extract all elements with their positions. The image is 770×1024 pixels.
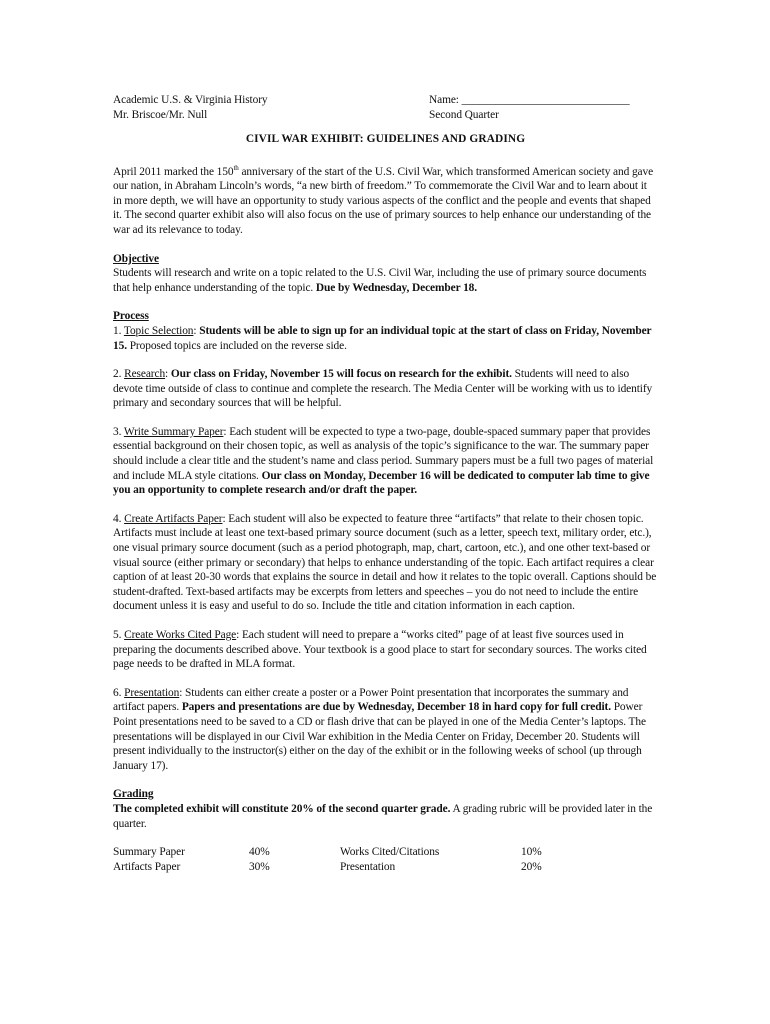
item-text: : Each student will be expected to type a two-page, double-spaced summary paper that provides essential background on their chosen topic, as well as analysis of the topic’s significance to the war. The summary paper should include a clear title and the student’s name and class period. Summary papers must be a full two pages of material and include MLA style citations. bbox=[113, 425, 654, 482]
objective-due-date: Due by Wednesday, December 18. bbox=[315, 281, 478, 294]
item-colon: : bbox=[193, 324, 200, 337]
teacher-names: Mr. Briscoe/Mr. Null bbox=[113, 108, 208, 121]
grade-item-percent: 30% bbox=[249, 860, 270, 873]
intro-paragraph bbox=[113, 161, 658, 238]
document-body bbox=[113, 93, 658, 874]
grade-item-percent: 10% bbox=[521, 846, 542, 859]
header-left bbox=[113, 93, 429, 122]
header-right bbox=[429, 93, 658, 122]
item-bold-text: Our class on Monday, December 16 will be dedicated to computer lab time to give you an opportunity to complete research and/or draft the paper. bbox=[113, 469, 650, 497]
objective-section bbox=[113, 252, 658, 296]
item-number: 2. bbox=[113, 368, 125, 381]
process-item-6 bbox=[113, 686, 658, 774]
item-number: 3. bbox=[113, 425, 124, 438]
item-number: 5. bbox=[113, 629, 125, 642]
process-section bbox=[113, 309, 658, 353]
item-text: : Each student will need to prepare a “works cited” page of at least five sources used in preparing the documents described above. Your textbook is a good place to start for secondary sources. The works cited page needs to be drafted in MLA format. bbox=[113, 629, 647, 671]
intro-text-start: April 2011 marked the 150 bbox=[113, 165, 234, 178]
quarter-label: Second Quarter bbox=[429, 108, 499, 121]
item-label: Topic Selection bbox=[123, 324, 194, 337]
process-item-2 bbox=[113, 367, 658, 411]
item-number: 6. bbox=[113, 686, 125, 699]
process-item-4 bbox=[113, 512, 658, 614]
process-item-5 bbox=[113, 628, 658, 672]
objective-heading: Objective bbox=[113, 252, 159, 265]
item-label: Research bbox=[124, 368, 166, 381]
item-bold-text: Papers and presentations are due by Wednesday, December 18 in hard copy for full credit. bbox=[181, 701, 611, 714]
item-text: Proposed topics are included on the reverse side. bbox=[126, 339, 347, 352]
process-item-3 bbox=[113, 425, 658, 498]
course-name: Academic U.S. & Virginia History bbox=[113, 94, 268, 106]
item-label: Create Artifacts Paper bbox=[124, 512, 223, 525]
item-text-continued: Power Point presentations need to be saved to a CD or flash drive that can be played in one of the Media Center’s laptops. The presentations will be displayed in our Civil War exhibition in the Media Center on Friday, December 20. Students will present individually to the instructor(s) either on the day of the exhibit or in the following weeks of school (up through January 17). bbox=[113, 701, 646, 772]
item-colon: : bbox=[165, 368, 171, 381]
item-label: Write Summary Paper bbox=[123, 425, 224, 438]
process-item-1 bbox=[113, 324, 658, 353]
header bbox=[113, 93, 658, 122]
document-title: CIVIL WAR EXHIBIT: GUIDELINES AND GRADING bbox=[245, 133, 526, 146]
item-number: 1. bbox=[113, 324, 124, 337]
item-text: : Students can either create a poster or a Power Point presentation that incorporates the summary and artifact papers. bbox=[113, 686, 629, 714]
objective-description: Students will research and write on a topic related to the U.S. Civil War, including the use of primary source documents that help enhance understanding of the topic. bbox=[113, 267, 647, 294]
ordinal-suffix: th bbox=[233, 163, 239, 172]
grade-item-percent: 20% bbox=[521, 860, 542, 873]
item-text: Students will need to also devote time outside of class to continue and complete the research. The Media Center will be working with us to identify primary and secondary sources that will be helpful. bbox=[113, 368, 653, 410]
process-heading: Process bbox=[113, 310, 149, 323]
grade-item-percent: 40% bbox=[249, 846, 270, 859]
name-line: Name: ______________________________ bbox=[429, 94, 630, 106]
grade-item-name: Summary Paper bbox=[113, 846, 185, 859]
grade-item-name: Presentation bbox=[340, 860, 396, 873]
item-label: Create Works Cited Page bbox=[124, 629, 237, 642]
grading-heading: Grading bbox=[113, 788, 154, 801]
item-number: 4. bbox=[113, 512, 125, 525]
objective-text bbox=[113, 266, 658, 295]
item-text: : Each student will also be expected to feature three “artifacts” that relate to their chosen topic. Artifacts must include at least one text-based primary source document (such as a letter, speech text, military order, etc.), one visual primary source document (such as a period photograph, map, chart, cartoon, etc.), and one other text-based or visual source (either primary or secondary) that helps to enhance understanding of the topic. Each artifact requires a clear caption of at least 20-30 words that explains the source in detail and how it relates to the topic overall. Captions should be student-drafted. Text-based artifacts may be excerpts from letters and speeches – you do not need to include the entire document unless it is easy and useful to do so. Include the title and citation information in each caption. bbox=[113, 512, 657, 613]
intro-text-rest: anniversary of the start of the U.S. Civil War, which transformed American society and gave our nation, in Abraham Lincoln’s words, “a new birth of freedom.” To commemorate the Civil War and to learn about it in more depth, we will have an opportunity to study various aspects of the conflict and the people and events that shaped it. The second quarter exhibit also will also focus on the use of primary sources to help enhance our understanding of the war ad its relevance to today. bbox=[113, 165, 654, 236]
grading-note: A grading rubric will be provided later in the quarter. bbox=[113, 802, 653, 830]
grading-breakdown bbox=[113, 845, 658, 874]
grading-weight: The completed exhibit will constitute 20% of the second quarter grade. bbox=[113, 802, 451, 815]
item-label: Presentation bbox=[124, 686, 180, 699]
grading-text bbox=[113, 802, 658, 831]
grading-section bbox=[113, 787, 658, 831]
grade-item-name: Artifacts Paper bbox=[113, 860, 181, 873]
item-bold-text: Our class on Friday, November 15 will focus on research for the exhibit. bbox=[170, 368, 512, 381]
item-bold-text: Students will be able to sign up for an individual topic at the start of class on Friday, November 15. bbox=[113, 324, 652, 352]
grade-item-name: Works Cited/Citations bbox=[340, 846, 440, 859]
